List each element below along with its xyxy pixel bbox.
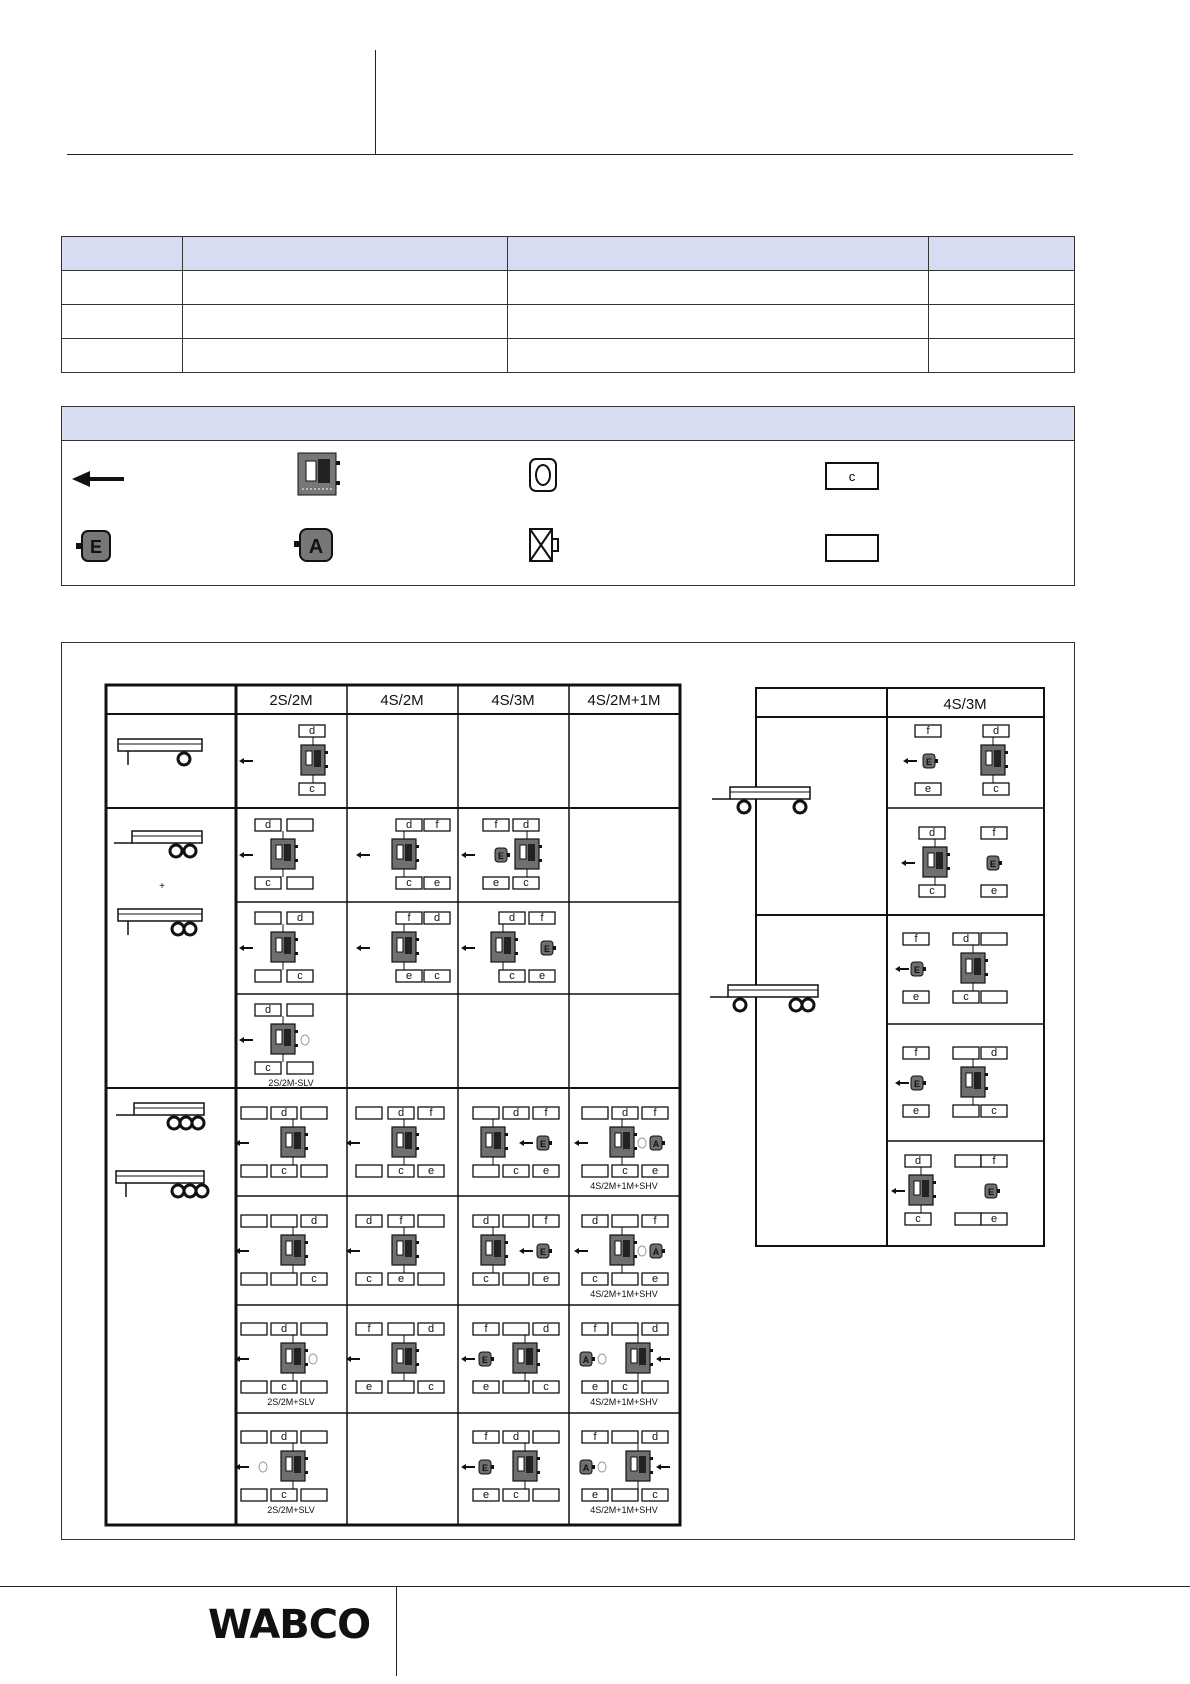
table-row	[62, 271, 1075, 305]
svg-text:A: A	[652, 1139, 660, 1149]
svg-text:f: f	[540, 912, 544, 924]
connector-box-icon	[826, 463, 878, 489]
svg-text:e: e	[591, 1381, 599, 1393]
config-cell	[235, 1215, 327, 1285]
config-cell	[901, 827, 1007, 897]
svg-text:2S/2M+SLV: 2S/2M+SLV	[267, 1505, 315, 1515]
svg-text:f: f	[429, 1107, 433, 1119]
select-valve-icon	[530, 529, 558, 561]
table-row	[62, 339, 1075, 373]
config-cell	[473, 1215, 559, 1285]
trailer-icon	[114, 831, 202, 857]
svg-text:c: c	[592, 1273, 598, 1285]
svg-text:d: d	[928, 827, 936, 839]
svg-text:f: f	[544, 1107, 548, 1119]
config-cell	[903, 725, 1009, 795]
trailer-icon	[118, 739, 202, 765]
legend-symbols	[62, 441, 1074, 585]
svg-text:e: e	[542, 1165, 550, 1177]
svg-text:f: f	[367, 1323, 371, 1335]
col-header-2s2m: 2S/2M	[269, 692, 313, 709]
table-header-cell	[508, 237, 929, 271]
svg-text:4S/2M+1M+SHV: 4S/2M+1M+SHV	[590, 1289, 658, 1299]
svg-text:e: e	[397, 1273, 405, 1285]
config-cell	[235, 1431, 327, 1515]
config-cell	[235, 1323, 327, 1407]
relay-valve-e-icon	[76, 531, 110, 561]
svg-text:E: E	[913, 965, 921, 975]
svg-text:d: d	[992, 725, 1000, 737]
trailer-icon	[710, 985, 818, 1011]
svg-text:d: d	[482, 1215, 490, 1227]
svg-text:d: d	[264, 1004, 272, 1016]
svg-text:c: c	[543, 1381, 549, 1393]
svg-text:f: f	[914, 933, 918, 945]
config-cell	[895, 933, 1007, 1003]
col-header-4s2m: 4S/2M	[380, 692, 424, 709]
config-cell	[574, 1107, 668, 1191]
svg-text:d: d	[296, 912, 304, 924]
svg-text:e: e	[538, 970, 546, 982]
svg-text:e: e	[482, 1489, 490, 1501]
config-cells	[235, 725, 1009, 1515]
svg-text:d: d	[427, 1323, 435, 1335]
config-cell	[574, 1215, 668, 1299]
col-header-4s3m: 4S/3M	[491, 692, 535, 709]
svg-text:c: c	[281, 1489, 287, 1501]
relay-valve-a-icon	[294, 529, 332, 561]
config-cell	[473, 1107, 559, 1177]
legend-box	[61, 406, 1075, 586]
empty-box-icon	[826, 535, 878, 561]
footer-rule	[0, 1586, 1190, 1587]
trailer-icon	[712, 787, 810, 813]
svg-text:E: E	[481, 1463, 489, 1473]
svg-text:c: c	[993, 783, 999, 795]
svg-text:E: E	[539, 1247, 547, 1257]
svg-text:E: E	[913, 1079, 921, 1089]
svg-text:e: e	[651, 1165, 659, 1177]
svg-text:d: d	[651, 1323, 659, 1335]
header-divider	[375, 50, 376, 155]
svg-text:f: f	[653, 1107, 657, 1119]
svg-text:c: c	[622, 1165, 628, 1177]
trailer-icon	[116, 1103, 204, 1129]
svg-text:c: c	[991, 1105, 997, 1117]
svg-text:d: d	[621, 1107, 629, 1119]
svg-text:c: c	[652, 1489, 658, 1501]
svg-text:e: e	[405, 970, 413, 982]
col-header-4s2m1m: 4S/2M+1M	[587, 692, 661, 709]
config-cell	[895, 1047, 1007, 1117]
svg-text:e: e	[492, 877, 500, 889]
svg-text:e: e	[990, 885, 998, 897]
config-cell	[239, 819, 313, 889]
svg-text:f: f	[926, 725, 930, 737]
svg-text:d: d	[522, 819, 530, 831]
config-cell	[346, 1323, 444, 1393]
svg-text:f: f	[484, 1431, 488, 1443]
svg-text:d: d	[508, 912, 516, 924]
svg-text:4S/2M+1M+SHV: 4S/2M+1M+SHV	[590, 1397, 658, 1407]
svg-text:f: f	[992, 827, 996, 839]
svg-text:c: c	[622, 1381, 628, 1393]
svg-text:d: d	[308, 725, 316, 737]
svg-text:A: A	[652, 1247, 660, 1257]
svg-text:d: d	[990, 1047, 998, 1059]
svg-text:c: c	[509, 970, 515, 982]
config-cell	[891, 1155, 1007, 1225]
svg-text:f: f	[914, 1047, 918, 1059]
svg-text:c: c	[428, 1381, 434, 1393]
svg-text:2S/2M+SLV: 2S/2M+SLV	[267, 1397, 315, 1407]
svg-text:c: c	[398, 1165, 404, 1177]
svg-text:f: f	[399, 1215, 403, 1227]
svg-text:f: f	[593, 1323, 597, 1335]
svg-text:A: A	[582, 1355, 590, 1365]
svg-text:d: d	[512, 1107, 520, 1119]
svg-text:f: f	[494, 819, 498, 831]
svg-text:c: c	[281, 1165, 287, 1177]
svg-text:c: c	[311, 1273, 317, 1285]
svg-text:d: d	[914, 1155, 922, 1167]
svg-text:A: A	[308, 536, 324, 558]
svg-text:e: e	[591, 1489, 599, 1501]
svg-text:c: c	[483, 1273, 489, 1285]
svg-text:c: c	[265, 877, 271, 889]
svg-text:d: d	[280, 1431, 288, 1443]
svg-text:e: e	[365, 1381, 373, 1393]
config-cell	[235, 1107, 327, 1177]
svg-text:d: d	[591, 1215, 599, 1227]
config-cell	[356, 912, 450, 982]
table-header-cell	[183, 237, 508, 271]
config-cell	[346, 1107, 444, 1177]
svg-text:E: E	[497, 851, 505, 861]
svg-text:c: c	[848, 469, 856, 484]
config-cell	[356, 819, 450, 889]
modulator-icon	[298, 453, 340, 495]
arrow-left-icon	[72, 471, 124, 487]
svg-text:E: E	[543, 944, 551, 954]
header-rule	[67, 154, 1073, 155]
svg-text:E: E	[925, 757, 933, 767]
svg-text:d: d	[512, 1431, 520, 1443]
svg-text:d: d	[365, 1215, 373, 1227]
config-cell	[580, 1431, 670, 1515]
table-header-cell	[62, 237, 183, 271]
svg-text:c: c	[513, 1489, 519, 1501]
svg-text:c: c	[513, 1165, 519, 1177]
svg-text:c: c	[915, 1213, 921, 1225]
table-row	[62, 305, 1075, 339]
svg-text:c: c	[309, 783, 315, 795]
svg-text:e: e	[912, 991, 920, 1003]
svg-text:d: d	[280, 1323, 288, 1335]
svg-text:E: E	[89, 537, 103, 557]
svg-text:c: c	[265, 1062, 271, 1074]
svg-text:d: d	[962, 933, 970, 945]
svg-text:e: e	[482, 1381, 490, 1393]
trailer-icon	[116, 1171, 208, 1197]
svg-text:2S/2M-SLV: 2S/2M-SLV	[268, 1078, 314, 1088]
sensor-ring-icon	[530, 459, 556, 491]
trailer-icon	[118, 909, 202, 935]
svg-text:A: A	[582, 1463, 590, 1473]
svg-text:d: d	[397, 1107, 405, 1119]
config-cell	[580, 1323, 670, 1407]
svg-text:f: f	[435, 819, 439, 831]
table-header-row	[62, 237, 1075, 271]
svg-text:f: f	[484, 1323, 488, 1335]
svg-text:f: f	[407, 912, 411, 924]
svg-text:c: c	[297, 970, 303, 982]
svg-text:E: E	[989, 859, 997, 869]
config-cell	[461, 819, 542, 889]
configuration-diagram	[62, 643, 1074, 1539]
right-col-header-4s3m: 4S/3M	[943, 696, 987, 713]
svg-text:E: E	[481, 1355, 489, 1365]
svg-text:e: e	[924, 783, 932, 795]
svg-text:d: d	[433, 912, 441, 924]
svg-text:c: c	[406, 877, 412, 889]
svg-text:e: e	[433, 877, 441, 889]
svg-text:f: f	[653, 1215, 657, 1227]
svg-text:E: E	[987, 1187, 995, 1197]
config-cell	[461, 1323, 559, 1393]
table-header-cell	[929, 237, 1075, 271]
svg-text:c: c	[434, 970, 440, 982]
svg-text:d: d	[542, 1323, 550, 1335]
config-cell	[461, 1431, 559, 1501]
svg-text:c: c	[929, 885, 935, 897]
svg-text:e: e	[427, 1165, 435, 1177]
config-cell	[239, 1004, 314, 1088]
config-cell	[239, 912, 313, 982]
svg-text:e: e	[912, 1105, 920, 1117]
svg-text:+: +	[159, 881, 165, 892]
svg-text:f: f	[593, 1431, 597, 1443]
svg-text:f: f	[544, 1215, 548, 1227]
svg-text:d: d	[280, 1107, 288, 1119]
top-table	[61, 236, 1075, 373]
svg-text:e: e	[651, 1273, 659, 1285]
svg-text:4S/2M+1M+SHV: 4S/2M+1M+SHV	[590, 1181, 658, 1191]
wabco-logo: WABCO	[208, 1602, 371, 1648]
svg-text:d: d	[264, 819, 272, 831]
svg-text:d: d	[310, 1215, 318, 1227]
figure-box	[61, 642, 1075, 1540]
config-cell	[346, 1215, 444, 1285]
svg-text:c: c	[523, 877, 529, 889]
svg-text:e: e	[542, 1273, 550, 1285]
svg-text:4S/2M+1M+SHV: 4S/2M+1M+SHV	[590, 1505, 658, 1515]
legend-header	[62, 407, 1074, 441]
svg-text:E: E	[539, 1139, 547, 1149]
svg-text:d: d	[651, 1431, 659, 1443]
config-cell	[461, 912, 556, 982]
svg-text:c: c	[281, 1381, 287, 1393]
svg-text:d: d	[405, 819, 413, 831]
svg-text:f: f	[992, 1155, 996, 1167]
config-cell	[239, 725, 328, 795]
svg-text:c: c	[366, 1273, 372, 1285]
svg-text:c: c	[963, 991, 969, 1003]
svg-text:e: e	[990, 1213, 998, 1225]
footer-divider	[396, 1586, 397, 1676]
